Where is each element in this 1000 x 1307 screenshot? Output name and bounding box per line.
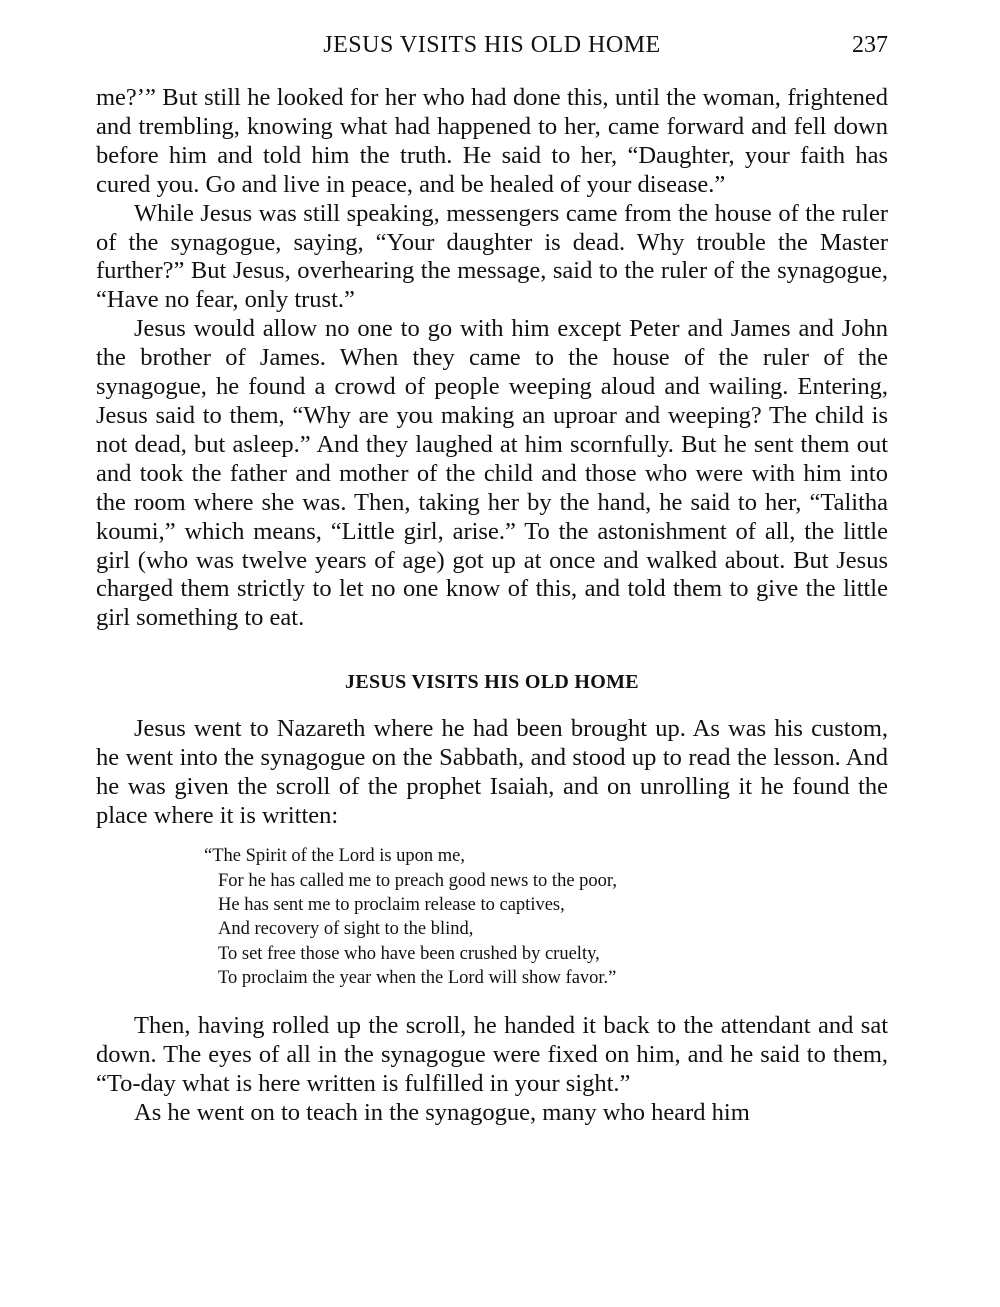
paragraph-scroll-returned: Then, having rolled up the scroll, he handed it back to the attendant and sat down. The eyes of all in the synagogue were fixed on him, and he said to them, “To-day what is here written is fulfilled in your sight.”	[96, 1011, 888, 1097]
paragraph-teaching: As he went on to teach in the synagogue, many who heard him	[134, 1098, 750, 1126]
running-title: JESUS VISITS HIS OLD HOME	[323, 32, 661, 58]
paragraph-messengers: While Jesus was still speaking, messengers came from the house of the ruler of the synagogue, saying, “Your daughter is dead. Why trouble the Master further?” But Jesus, overhearing the message, said to the ruler of the synagogue, “Have no fear, only trust.”	[96, 199, 888, 314]
verse-line: For he has called me to preach good news to the poor,	[218, 870, 617, 891]
verse-line: To proclaim the year when the Lord will show favor.”	[218, 968, 617, 989]
verse-line: “The Spirit of the Lord is upon me,	[204, 846, 466, 867]
page-number: 237	[852, 32, 888, 58]
verse-line: And recovery of sight to the blind,	[218, 919, 474, 940]
isaiah-quotation	[204, 844, 888, 990]
page-body	[96, 84, 888, 1127]
verse-line: He has sent me to proclaim release to captives,	[218, 895, 565, 916]
verse-line: To set free those who have been crushed by cruelty,	[218, 943, 600, 964]
section-heading: JESUS VISITS HIS OLD HOME	[345, 671, 639, 694]
paragraph-talitha-koumi: Jesus would allow no one to go with him except Peter and James and John the brother of James. When they came to the house of the ruler of the synagogue, he found a crowd of people weeping aloud and wailing. Entering, Jesus said to them, “Why are you making an uproar and weeping? The child is not dead, but asleep.” And they laughed at him scornfully. But he sent them out and took the father and mother of the child and those who were with him into the room where she was. Then, taking her by the hand, he said to her, “Talitha koumi,” which means, “Little girl, arise.” To the astonishment of all, the little girl (who was twelve years of age) got up at once and walked about. But Jesus charged them strictly to let no one know of this, and told them to give the little girl something to eat.	[96, 315, 888, 632]
paragraph-continuation: me?’” But still he looked for her who had done this, until the woman, frightened and trembling, knowing what had happened to her, came forward and fell down before him and told him the truth. He said to her, “Daughter, your faith has cured you. Go and live in peace, and be healed of your disease.”	[96, 84, 888, 198]
paragraph-nazareth: Jesus went to Nazareth where he had been brought up. As was his custom, he went into the synagogue on the Sabbath, and stood up to read the lesson. And he was given the scroll of the prophet Isaiah, and on unrolling it he found the place where it is written:	[96, 715, 888, 830]
running-head	[96, 32, 888, 62]
